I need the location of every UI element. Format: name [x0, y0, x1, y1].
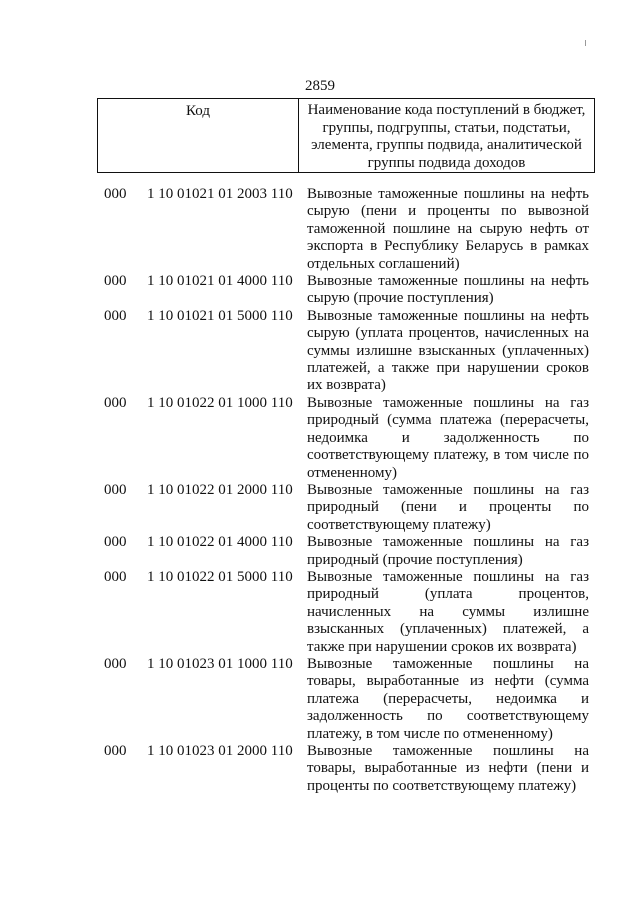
admin-code: 000: [104, 186, 127, 202]
header-code-label: Код: [98, 99, 299, 172]
table-row: [0, 569, 640, 656]
admin-code: 000: [104, 568, 127, 585]
table-body: [0, 186, 640, 795]
admin-code: 000: [104, 534, 127, 551]
revenue-name: Вывозные таможенные пошлины на товары, выработанные из нефти (пени и проценты по соответствующему платежу): [307, 743, 589, 794]
admin-code: 000: [104, 655, 127, 672]
table-row: [0, 482, 640, 534]
table-row: [0, 395, 640, 482]
admin-code: 000: [104, 743, 127, 759]
revenue-name: Вывозные таможенные пошлины на товары, выработанные из нефти (сумма платежа (перерасчеты, недоимка и задолженность по соответствующему платежу, в том числе по отмененному): [307, 655, 589, 742]
header-name-label: Наименование кода поступлений в бюджет, группы, подгруппы, статьи, подстатьи, элемента, группы подвида, аналитической группы подвида доходов: [307, 102, 586, 171]
revenue-name: Вывозные таможенные пошлины на нефть сырую (пени и проценты по вывозной таможенной пошлине на сырую нефть от экспорта в Республику Беларусь в рамках отдельных соглашений): [307, 186, 589, 272]
admin-code: 000: [104, 307, 127, 324]
admin-code: 000: [104, 481, 127, 498]
page-number: 2859: [305, 78, 335, 94]
revenue-name: Вывозные таможенные пошлины на нефть сырую (прочие поступления): [307, 273, 589, 307]
admin-code: 000: [104, 273, 127, 290]
table-row: [0, 273, 640, 308]
revenue-code: 1 10 01023 01 1000 110: [147, 655, 293, 672]
revenue-code: 1 10 01021 01 4000 110: [147, 273, 293, 290]
revenue-code: 1 10 01021 01 5000 110: [147, 307, 293, 324]
table-row: [0, 656, 640, 743]
revenue-name: Вывозные таможенные пошлины на газ природный (сумма платежа (перерасчеты, недоимка и задолженность по соответствующему платежу, в том числе по отмененному): [307, 394, 589, 481]
scan-mark: [585, 40, 586, 46]
table-header: [97, 98, 595, 173]
revenue-name: Вывозные таможенные пошлины на газ природный (пени и проценты по соответствующему платежу): [307, 481, 589, 533]
table-row: [0, 743, 640, 795]
revenue-code: 1 10 01023 01 2000 110: [147, 743, 293, 759]
revenue-code: 1 10 01022 01 2000 110: [147, 481, 293, 498]
revenue-name: Вывозные таможенные пошлины на газ природный (уплата процентов, начисленных на суммы излишне взысканных (уплаченных) платежей, а также при нарушении сроков их возврата): [307, 568, 589, 655]
table-row: [0, 534, 640, 569]
table-row: [0, 186, 640, 273]
table-row: [0, 308, 640, 395]
revenue-name: Вывозные таможенные пошлины на нефть сырую (уплата процентов, начисленных на суммы излишне взысканных (уплаченных) платежей, а также при нарушении сроков их возврата): [307, 307, 589, 394]
revenue-code: 1 10 01022 01 1000 110: [147, 394, 293, 411]
revenue-code: 1 10 01022 01 5000 110: [147, 568, 293, 585]
revenue-code: 1 10 01022 01 4000 110: [147, 534, 293, 551]
admin-code: 000: [104, 394, 127, 411]
revenue-name: Вывозные таможенные пошлины на газ природный (прочие поступления): [307, 534, 589, 568]
revenue-code: 1 10 01021 01 2003 110: [147, 186, 293, 202]
